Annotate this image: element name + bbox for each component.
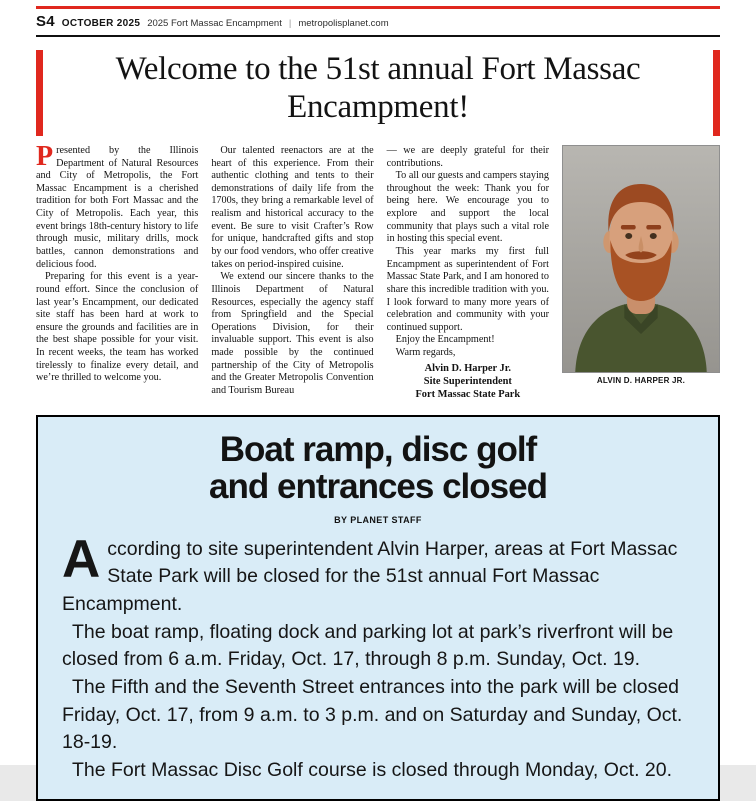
article-paragraph: — we are deeply grateful for their contributions. <box>386 144 549 169</box>
signature-name: Alvin D. Harper Jr. <box>424 362 511 374</box>
main-headline: Welcome to the 51st annual Fort Massac Encampment! <box>115 51 641 125</box>
headline-right-bar <box>713 50 720 136</box>
article-column-3 <box>387 145 549 402</box>
closure-headline-line1: Boat ramp, disc golf <box>219 429 537 469</box>
page-number: S4 <box>36 13 55 30</box>
paragraph-text: ccording to site superintendent Alvin Harper, areas at Fort Massac State Park will be closed for the 51st annual Fort Massac Encampment. <box>62 537 678 615</box>
photo-caption: ALVIN D. HARPER JR. <box>596 375 686 385</box>
closure-paragraph: The Fifth and the Seventh Street entrances into the park will be closed Friday, Oct. 17, from 9 a.m. to 3 p.m. and on Saturday and Sunday, Oct. 18-19. <box>62 676 683 754</box>
article-paragraph: Preparing for this event is a year-round effort. Since the conclusion of last year’s Encampment, our dedicated site staff has been hard at work to ensure the grounds and facilities are in the best shape possible for your visit. In recent weeks, the team has worked tirelessly to finalize every detail, and we’re thrilled to welcome you. <box>36 271 199 384</box>
article-paragraph: We extend our sincere thanks to the Illinois Department of Natural Resources, especially the agency staff from Springfield and the Special Operations Division, for their invaluable support. This event is also made possible by the continued partnership of the City of Metropolis and the Greater Metropolis Convention and Tourism Bureau <box>211 271 374 397</box>
website-url: metropolisplanet.com <box>298 18 389 29</box>
signature-title: Site Superintendent <box>423 376 512 388</box>
article-paragraph: Enjoy the Encampment! <box>395 334 495 346</box>
drop-cap-a: A <box>62 529 101 589</box>
headline-left-bar <box>36 50 43 136</box>
closure-paragraph <box>62 529 694 619</box>
closure-notice-box <box>36 415 720 801</box>
article-paragraph: Warm regards, <box>395 347 456 359</box>
drop-cap-p: P <box>36 140 54 172</box>
paragraph-text: resented by the Illinois Department of Natural Resources and City of Metropolis, the Fort Massac Encampment is a cherished tradition for both Fort Massac and the City of Metropolis. Each year, this event brings 18th-century history to life through music, military drills, mock battles, cannon demonstrations and delicious food. <box>36 144 199 270</box>
portrait-illustration <box>563 146 719 372</box>
signature-org: Fort Massac State Park <box>415 389 521 401</box>
issue-date: OCTOBER 2025 <box>61 18 141 29</box>
byline: BY PLANET STAFF <box>334 514 422 525</box>
closure-headline-line2: and entrances closed <box>209 467 547 507</box>
publication-name: 2025 Fort Massac Encampment <box>147 18 282 29</box>
masthead-separator: | <box>288 18 292 29</box>
closure-paragraph: The Fort Massac Disc Golf course is closed through Monday, Oct. 20. <box>72 759 673 782</box>
headline-banner <box>36 50 720 136</box>
article-paragraph: This year marks my first full Encampment as superintendent of Fort Massac State Park, and I am honored to share this incredible tradition with you. I look forward to many more years of celebration and community with your continued support. <box>386 246 549 333</box>
signature-block <box>387 362 549 402</box>
closure-paragraph: The boat ramp, floating dock and parking lot at park’s riverfront will be closed from 6 a.m. Friday, Oct. 17, through 8 p.m. Sunday, Oct. 19. <box>62 620 674 671</box>
closure-body <box>62 529 694 785</box>
superintendent-photo <box>562 145 720 373</box>
article-column-1 <box>36 140 199 402</box>
photo-figure <box>562 145 720 402</box>
article-paragraph <box>36 140 199 271</box>
masthead <box>36 9 720 37</box>
article-column-2 <box>211 145 373 402</box>
article-paragraph: To all our guests and campers staying throughout the week: Thank you for being here. We encourage you to explore and support the local community that plays such a vital role in hosting this special event. <box>386 170 549 245</box>
closure-headline <box>62 431 694 506</box>
article-paragraph: Our talented reenactors are at the heart of this experience. From their authentic clothing and tents to their demonstrations of daily life from the 1700s, they bring a remarkable level of realism and historical accuracy to the event. Be sure to visit Crafter’s Row for unique, handcrafted gifts and stop by our food vendors, who offer creative takes on period-inspired cuisine. <box>211 144 374 270</box>
welcome-article <box>36 140 720 402</box>
